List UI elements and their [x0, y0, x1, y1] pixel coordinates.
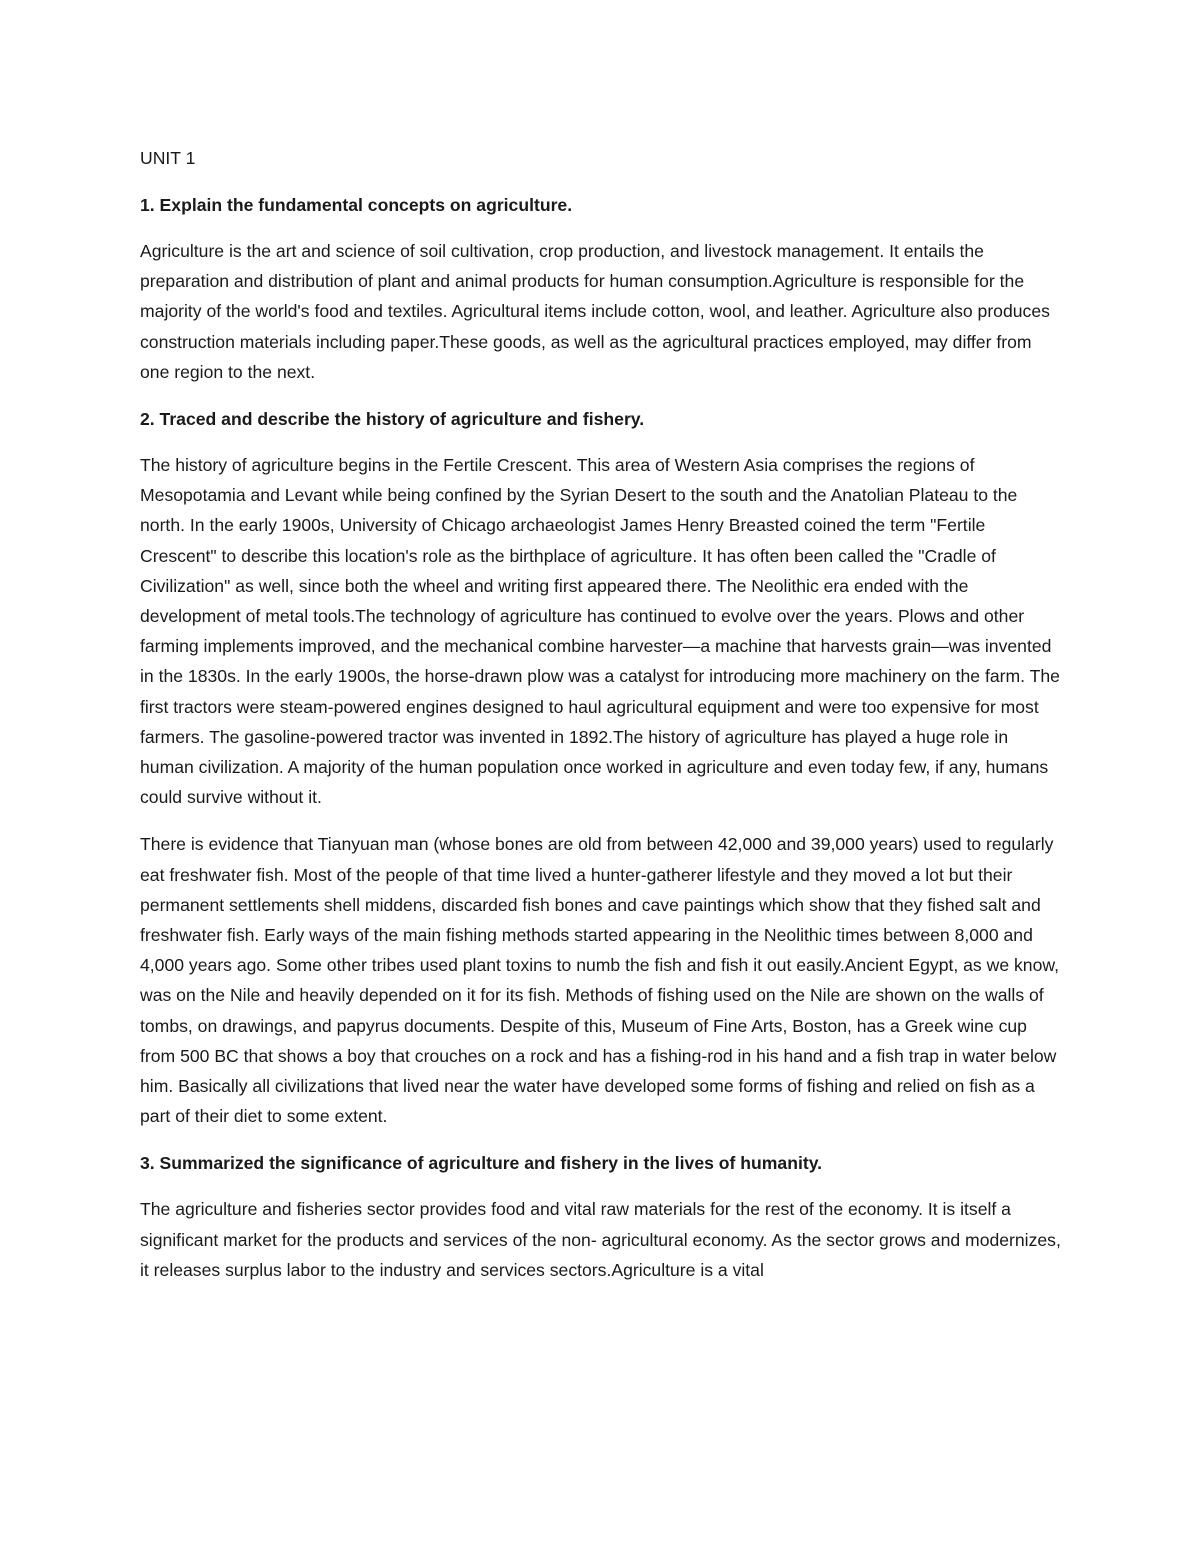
answer-1-paragraph: Agriculture is the art and science of soil cultivation, crop production, and livestock management. It entails the preparation and distribution of plant and animal products for human consumption.Agriculture is responsible for the majority of the world's food and textiles. Agricultural items include cotton, wool, and leather. Agriculture also produces construction materials including paper.These goods, as well as the agricultural practices employed, may differ from one region to the next. — [140, 241, 1050, 382]
answer-3-paragraph: The agriculture and fisheries sector provides food and vital raw materials for the rest of the economy. It is itself a significant market for the products and services of the non- agricultural economy. As the sector grows and modernizes, it releases surplus labor to the industry and services sectors.Agriculture is a vital — [140, 1199, 1061, 1280]
answer-2-paragraph-agriculture-history: The history of agriculture begins in the Fertile Crescent. This area of Western Asia comprises the regions of Mesopotamia and Levant while being confined by the Syrian Desert to the south and the Anatolian Plateau to the north. In the early 1900s, University of Chicago archaeologist James Henry Breasted coined the term "Fertile Crescent" to describe this location's role as the birthplace of agriculture. It has often been called the "Cradle of Civilization" as well, since both the wheel and writing first appeared there. The Neolithic era ended with the development of metal tools.The technology of agriculture has continued to evolve over the years. Plows and other farming implements improved, and the mechanical combine harvester—a machine that harvests grain—was invented in the 1830s. In the early 1900s, the horse-drawn plow was a catalyst for introducing more machinery on the farm. The first tractors were steam-powered engines designed to haul agricultural equipment and were too expensive for most farmers. The gasoline-powered tractor was invented in 1892.The history of agriculture has played a huge role in human civilization. A majority of the human population once worked in agriculture and even today few, if any, humans could survive without it. — [140, 455, 1060, 808]
question-2-heading: 2. Traced and describe the history of agriculture and fishery. — [140, 409, 645, 430]
document-body — [140, 143, 1062, 1302]
question-1-heading: 1. Explain the fundamental concepts on agriculture. — [140, 195, 573, 215]
question-3-heading: 3. Summarized the significance of agriculture and fishery in the lives of humanity. — [140, 1153, 823, 1174]
answer-2-paragraph-fishery-history: There is evidence that Tianyuan man (whose bones are old from between 42,000 and 39,000 years) used to regularly eat freshwater fish. Most of the people of that time lived a hunter-gatherer lifestyle and they moved a lot but their permanent settlements shell middens, discarded fish bones and cave paintings which show that they fished salt and freshwater fish. Early ways of the main fishing methods started appearing in the Neolithic times between 8,000 and 4,000 years ago. Some other tribes used plant toxins to numb the fish and fish it out easily.Ancient Egypt, as we know, was on the Nile and heavily depended on it for its fish. Methods of fishing used on the Nile are shown on the walls of tombs, on drawings, and papyrus documents. Despite of this, Museum of Fine Arts, Boston, has a Greek wine cup from 500 BC that shows a boy that crouches on a rock and has a fishing-rod in his hand and a fish trap in water below him. Basically all civilizations that lived near the water have developed some forms of fishing and relied on fish as a part of their diet to some extent. — [140, 834, 1059, 1127]
unit-title: UNIT 1 — [140, 148, 196, 168]
